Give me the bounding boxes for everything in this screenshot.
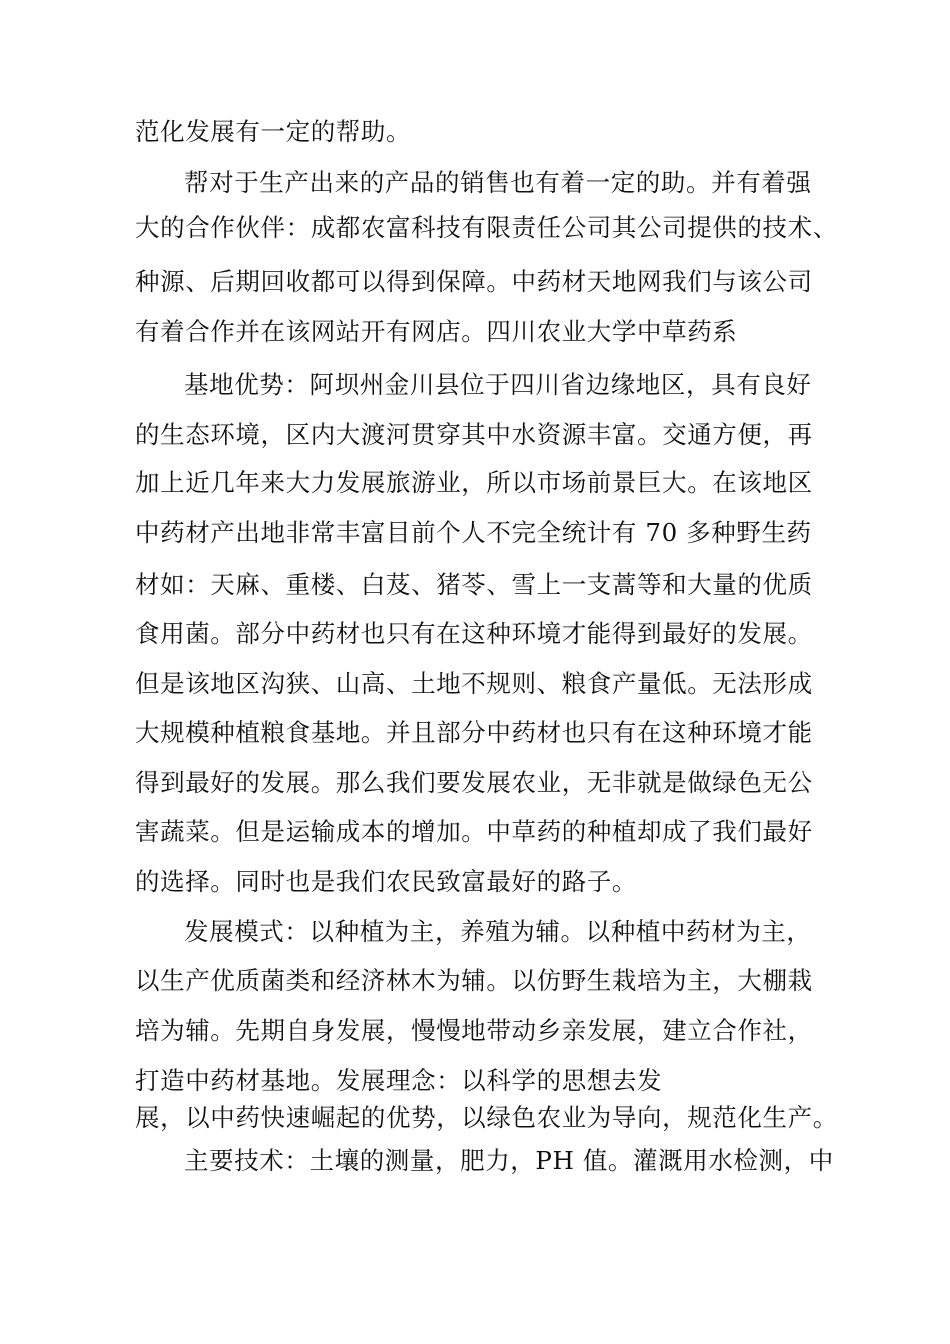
text-line-7: 的生态环境，区内大渡河贯穿其中水资源丰富。交通方便，再 [135,420,813,449]
text-line-14: 得到最好的发展。那么我们要发展农业，无非就是做绿色无公 [135,768,813,797]
text-line-9: 中药材产出地非常丰富目前个人不完全统计有 70 多种野生药 [135,518,812,547]
text-line-1: 范化发展有一定的帮助。 [135,117,412,146]
text-line-2: 帮对于生产出来的产品的销售也有着一定的助。并有着强 [184,168,812,197]
text-line-11: 食用菌。部分中药材也只有在这种环境才能得到最好的发展。 [135,619,813,648]
text-line-4: 种源、后期回收都可以得到保障。中药材天地网我们与该公司 [135,267,813,296]
text-line-19: 培为辅。先期自身发展，慢慢地带动乡亲发展，建立合作社， [135,1016,813,1045]
text-line-22: 主要技术：土壤的测量，肥力，PH 值。灌溉用水检测，中 [184,1146,834,1175]
text-line-20: 打造中药材基地。发展理念：以科学的思想去发 [135,1066,663,1095]
text-line-16: 的选择。同时也是我们农民致富最好的路子。 [135,867,637,896]
text-line-13: 大规模种植粮食基地。并且部分中药材也只有在这种环境才能 [135,718,813,747]
text-line-15: 害蔬菜。但是运输成本的增加。中草药的种植却成了我们最好 [135,817,813,846]
text-line-12: 但是该地区沟狭、山高、土地不规则、粮食产量低。无法形成 [135,669,813,698]
text-line-21: 展，以中药快速崛起的优势，以绿色农业为导向，规范化生产。 [135,1103,838,1132]
text-line-8: 加上近几年来大力发展旅游业，所以市场前景巨大。在该地区 [135,468,813,497]
text-line-5: 有着合作并在该网站开有网店。四川农业大学中草药系 [135,317,738,346]
text-line-10: 材如：天麻、重楼、白芨、猪苓、雪上一支蒿等和大量的优质 [135,570,813,599]
text-line-3: 大的合作伙伴：成都农富科技有限责任公司其公司提供的技术、 [135,213,838,242]
text-line-17: 发展模式：以种植为主，养殖为辅。以种植中药材为主， [184,917,812,946]
text-line-6: 基地优势：阿坝州金川县位于四川省边缘地区，具有良好 [184,370,812,399]
text-line-18: 以生产优质菌类和经济林木为辅。以仿野生栽培为主，大棚栽 [135,966,813,995]
